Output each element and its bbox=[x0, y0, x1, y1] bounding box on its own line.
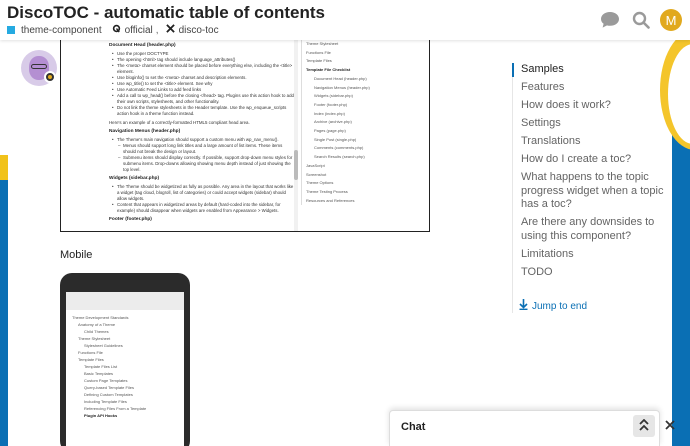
screenshot-article bbox=[109, 40, 295, 225]
screenshot-bullet: • Use bloginfo() to set the <meta> charset and description elements. bbox=[109, 75, 295, 81]
screenshot-sidebar-item: Functions File bbox=[306, 49, 331, 55]
screenshot-sidebar-item: Archive (archive.php) bbox=[314, 119, 352, 125]
screenshot-bullet: • Do not link the theme stylesheets in the Header template. Use the wp_enqueue_scripts action hook in a theme function instead. bbox=[109, 105, 295, 117]
phone-toc-list bbox=[66, 310, 184, 423]
toc-item[interactable]: Samples bbox=[512, 63, 672, 77]
screenshot-sidebar-item: Footer (footer.php) bbox=[314, 101, 348, 107]
phone-list-item: Anatomy of a Theme bbox=[78, 322, 116, 327]
screenshot-sidebar-item: Template File Checklist bbox=[306, 67, 351, 73]
right-decor-accent bbox=[672, 40, 690, 130]
toc-item[interactable]: Are there any downsides to using this component? bbox=[521, 216, 655, 242]
screenshot-sidebar-item: Single Post (single.php) bbox=[314, 136, 357, 142]
screenshot-sub-bullet: – Submenu items should display correctly. If possible, support drop-down menu styles for submenu items. Drop-downs allowing showing menu depth instead of just showing the top level. bbox=[109, 155, 295, 173]
chat-expand-button[interactable] bbox=[633, 415, 655, 437]
table-of-contents bbox=[512, 63, 672, 313]
phone-app-bar bbox=[66, 292, 184, 310]
phone-list-item: Basic Templates bbox=[84, 371, 114, 376]
screenshot-sidebar-nav bbox=[301, 40, 421, 205]
toc-item[interactable]: TODO bbox=[521, 265, 553, 278]
screenshot-sidebar-item: JavaScript bbox=[306, 162, 325, 168]
phone-list-item: Template Files List bbox=[84, 364, 118, 369]
screenshot-sub-bullet: – Menus should support long link titles and a large amount of list items. These items should not break the design or layout. bbox=[109, 143, 295, 155]
theme-docs-screenshot[interactable] bbox=[60, 40, 430, 232]
category-swatch bbox=[7, 26, 15, 34]
screenshot-sidebar-item: Theme Stylesheet bbox=[306, 41, 339, 46]
screenshot-sidebar-item: Screenshot bbox=[306, 171, 327, 177]
jump-to-end-link[interactable] bbox=[519, 299, 587, 313]
toc-item[interactable]: Settings bbox=[521, 117, 561, 129]
screenshot-sidebar-item: Template Files bbox=[306, 58, 332, 64]
screenshot-section-heading: Navigation Menus (header.php) bbox=[109, 129, 181, 134]
screenshot-sidebar-item: Pages (page.php) bbox=[314, 128, 346, 134]
screenshot-sidebar-item: Comments (comments.php) bbox=[314, 145, 364, 151]
toc-item[interactable]: What happens to the topic progress widget when a topic has a toc? bbox=[521, 171, 664, 210]
phone-list-item: Defining Custom Templates bbox=[84, 392, 133, 397]
screenshot-bullet: • Content that appears in widgetized areas by default (hard-coded into the sidebar, for example) should disappear when widgets are enabled from Appearance > Widgets. bbox=[109, 202, 295, 214]
phone-list-item: Plugin API Hooks bbox=[84, 413, 118, 418]
phone-list-item: Custom Page Templates bbox=[84, 378, 128, 383]
topic-meta-row bbox=[7, 24, 219, 36]
screenshot-section-heading: Document Head (header.php) bbox=[109, 43, 176, 48]
screenshot-sidebar-item: Search Results (search.php) bbox=[314, 154, 365, 160]
avatar-flair-badge bbox=[44, 71, 56, 83]
phone-list-item: Theme Stylesheet bbox=[78, 336, 111, 341]
phone-list-item: Functions File bbox=[78, 350, 103, 355]
tag-disco-toc[interactable]: disco-toc bbox=[178, 24, 219, 36]
screenshot-sidebar-item: Index (index.php) bbox=[314, 110, 345, 116]
phone-list-item: Stylesheet Guidelines bbox=[84, 343, 123, 348]
chat-close-button[interactable] bbox=[659, 415, 681, 437]
category-link[interactable]: theme-component bbox=[21, 24, 102, 36]
phone-list-item: Including Template Files bbox=[84, 399, 127, 404]
left-decor-band bbox=[0, 155, 8, 446]
chat-bubble-icon[interactable] bbox=[600, 10, 620, 30]
screenshot-section-heading: Footer (footer.php) bbox=[109, 217, 152, 222]
screenshot-sidebar-item: Resources and References bbox=[306, 197, 355, 203]
phone-list-item: Referencing Files From a Template bbox=[84, 406, 147, 411]
phone-list-item: Child Themes bbox=[84, 329, 109, 334]
screenshot-sidebar-item: Theme Options bbox=[306, 180, 334, 186]
screenshot-bullet: • The Theme's main navigation should support a custom menu with wp_nav_menu(). bbox=[109, 137, 295, 143]
toc-item[interactable]: How do I create a toc? bbox=[521, 153, 632, 165]
left-decor-accent bbox=[0, 155, 8, 180]
search-icon[interactable] bbox=[631, 10, 651, 30]
screenshot-bullet: • The opening <html> tag should include language_attributes() bbox=[109, 57, 295, 63]
screenshot-sidebar-item: Theme Testing Process bbox=[306, 188, 348, 194]
screenshot-bullet: • The Theme should be widgetized as fully as possible. Any area in the layout that works like a widget (tag cloud, blogroll, list of categories) or could accept widgets (sidebar) should allow widgets. bbox=[109, 184, 295, 202]
avatar-glasses bbox=[31, 64, 47, 69]
screenshot-sidebar-item: Widgets (sidebar.php) bbox=[314, 93, 353, 99]
toc-item[interactable]: Features bbox=[521, 81, 565, 93]
topic-header bbox=[0, 0, 690, 40]
jump-to-end-label: Jump to end bbox=[532, 300, 588, 312]
chat-drawer[interactable] bbox=[389, 410, 660, 446]
close-icon bbox=[665, 419, 675, 433]
screenshot-bullet: • Add a call to wp_head() before the closing </head> tag. Plugins use this action hook to add their own scripts, stylesheets, and other functionality. bbox=[109, 93, 295, 105]
screenshot-bullet: • The <meta> charset element should be placed before everything else, including the <title> element. bbox=[109, 63, 295, 75]
toc-item[interactable]: How does it work? bbox=[521, 99, 611, 111]
screenshot-bullet: • Use the proper DOCTYPE bbox=[109, 51, 295, 57]
screenshot-scrollbar-thumb bbox=[294, 150, 298, 180]
tag-official[interactable]: official , bbox=[124, 24, 159, 36]
phone-list-item: Template Files bbox=[78, 357, 104, 362]
arrow-down-icon bbox=[519, 299, 528, 313]
screenshot-paragraph: Here's an example of a correctly-formatted HTML5 compliant head area. bbox=[109, 120, 250, 125]
screenshot-bullet: • Use wp_title() to set the <title> element. See why bbox=[109, 81, 295, 87]
double-chevron-icon bbox=[639, 419, 649, 434]
toc-item[interactable]: Limitations bbox=[521, 247, 574, 260]
toc-item[interactable]: Translations bbox=[521, 135, 581, 147]
phone-screen[interactable] bbox=[66, 292, 184, 446]
tools-icon bbox=[166, 24, 175, 36]
screenshot-sidebar-item: Document Head (header.php) bbox=[314, 75, 367, 81]
screenshot-sidebar-item: Navigation Menus (header.php) bbox=[314, 84, 370, 90]
screenshot-section-heading: Widgets (sidebar.php) bbox=[109, 176, 160, 181]
topic-title[interactable]: DiscoTOC - automatic table of contents bbox=[7, 3, 326, 22]
phone-list-item: Theme Development Standards bbox=[72, 315, 129, 320]
chat-title: Chat bbox=[401, 421, 426, 433]
tag-icon bbox=[112, 24, 121, 36]
user-avatar[interactable]: M bbox=[660, 9, 682, 31]
phone-list-item: Query-based Template Files bbox=[84, 385, 134, 390]
screenshot-scrollbar-track bbox=[294, 40, 298, 232]
screenshot-bullet: • Use Automatic Feed Links to add feed links bbox=[109, 87, 295, 93]
mobile-heading: Mobile bbox=[60, 249, 93, 261]
